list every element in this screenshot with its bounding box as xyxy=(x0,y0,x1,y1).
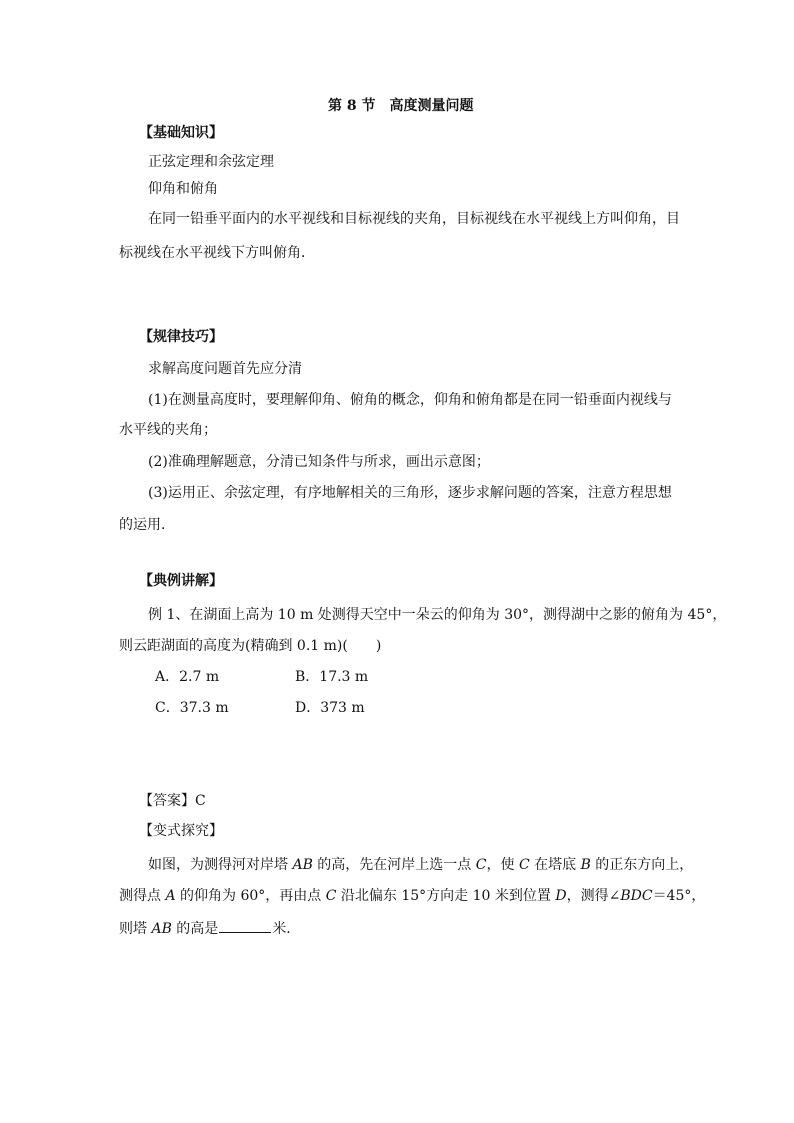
rules-intro: 求解高度问题首先应分清 xyxy=(148,361,302,377)
rules-point-2: (2)准确理解题意，分清已知条件与所求，画出示意图； xyxy=(148,454,490,470)
variable-a: A xyxy=(165,888,176,904)
example-option-c: C．37.3 m xyxy=(155,700,229,716)
basic-heading: 【基础知识】 xyxy=(139,125,223,141)
variable-c: C xyxy=(518,857,530,873)
variant-line-3 xyxy=(119,918,300,938)
example-option-a: A．2.7 m xyxy=(155,669,220,685)
variant-text: ，测得∠ xyxy=(566,888,621,904)
variant-text: 米． xyxy=(272,921,301,937)
variable-c: C xyxy=(475,857,487,873)
variable-b: B xyxy=(580,857,591,873)
variant-text: 测得点 xyxy=(119,888,166,904)
variant-text: ＝45°， xyxy=(652,888,706,904)
variable-c: C xyxy=(325,888,337,904)
variant-text: ，使 xyxy=(486,857,519,873)
rules-point-3-line-1: (3)运用正、余弦定理，有序地解相关的三角形，逐步求解问题的答案，注意方程思想 xyxy=(148,485,672,501)
variable-bdc: BDC xyxy=(620,888,653,904)
variant-text: 的正东方向上， xyxy=(590,857,694,873)
variant-text: 如图，为测得河对岸塔 xyxy=(148,857,293,873)
rules-heading: 【规律技巧】 xyxy=(139,329,223,345)
answer-blank xyxy=(219,918,271,933)
rules-point-3-line-2: 的运用． xyxy=(119,517,175,533)
variant-text: 的高，先在河岸上选一点 xyxy=(312,857,476,873)
variant-text: 在塔底 xyxy=(529,857,581,873)
rules-point-1-line-2: 水平线的夹角； xyxy=(119,422,217,438)
variant-text: 的高是 xyxy=(171,921,219,937)
example-heading: 【典例讲解】 xyxy=(139,573,223,589)
basic-paragraph-line-1: 在同一铅垂平面内的水平视线和目标视线的夹角，目标视线在水平视线上方叫仰角，目 xyxy=(148,211,680,227)
example-question-line-2: 则云距湖面的高度为(精确到 0.1 m)( ) xyxy=(119,638,382,654)
example-option-b: B．17.3 m xyxy=(295,669,369,685)
variant-line-2 xyxy=(119,887,705,905)
variant-text: 沿北偏东 15°方向走 10 米到位置 xyxy=(336,888,556,904)
variable-ab: AB xyxy=(292,857,313,873)
rules-point-1-line-1: (1)在测量高度时，要理解仰角、俯角的概念，仰角和俯角都是在同一铅垂面内视线与 xyxy=(148,392,672,408)
example-option-d: D．373 m xyxy=(295,700,365,716)
basic-item-1: 正弦定理和余弦定理 xyxy=(148,154,274,170)
example-question-line-1: 例 1、在湖面上高为 10 m 处测得天空中一朵云的仰角为 30°，测得湖中之影的俯角为 45°， xyxy=(148,607,727,623)
answer-label: 【答案】C xyxy=(139,793,206,809)
variable-ab: AB xyxy=(151,921,172,937)
page-title: 第 8 节 高度测量问题 xyxy=(328,98,474,114)
variant-heading: 【变式探究】 xyxy=(139,823,223,839)
variant-text: 则塔 xyxy=(119,921,152,937)
variant-text: 的仰角为 60°，再由点 xyxy=(175,888,326,904)
variant-line-1 xyxy=(148,856,693,874)
basic-paragraph-line-2: 标视线在水平视线下方叫俯角． xyxy=(119,245,315,261)
variable-d: D xyxy=(555,888,567,904)
basic-item-2: 仰角和俯角 xyxy=(148,181,218,197)
